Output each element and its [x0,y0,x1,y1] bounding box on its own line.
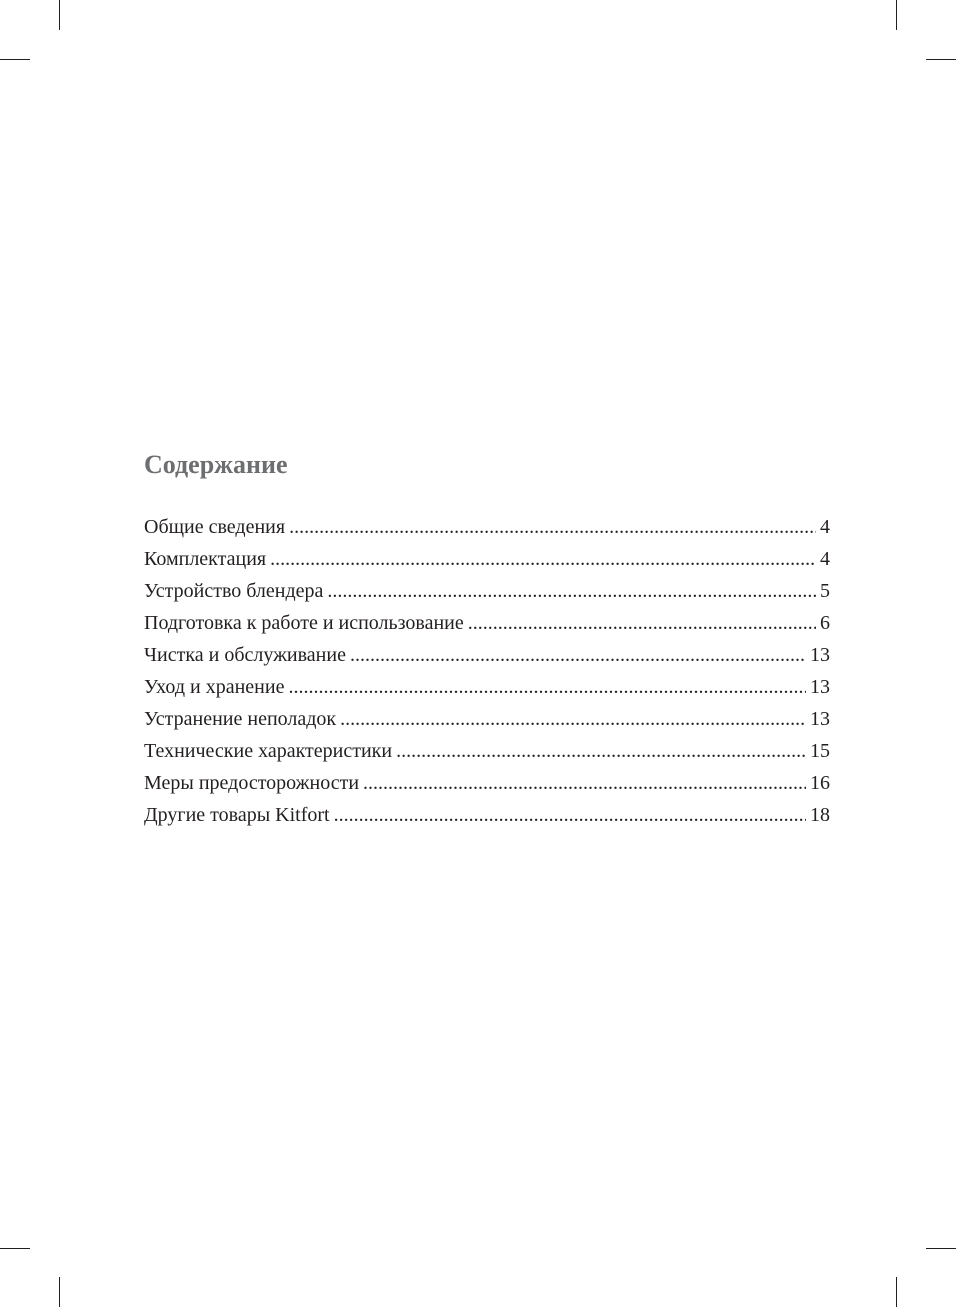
toc-leader-dots [334,799,806,831]
toc-entry-page: 13 [810,644,830,666]
toc-entry-page: 13 [810,708,830,730]
toc-entry[interactable] [144,639,830,671]
crop-mark-top-left-horizontal [0,59,30,60]
toc-entry-label: Устройство блендера [144,580,324,602]
toc-entry-page: 4 [820,516,830,538]
toc-entry[interactable] [144,735,830,767]
toc-entry-label: Общие сведения [144,516,286,538]
toc-leader-dots [288,671,806,703]
toc-leader-dots [327,575,816,607]
toc-leader-dots [289,511,816,543]
toc-entry-page: 18 [810,804,830,826]
toc-entry-label: Комплектация [144,548,267,570]
toc-leader-dots [468,607,816,639]
toc-entry-page: 13 [810,676,830,698]
crop-mark-bottom-left-horizontal [0,1248,30,1249]
toc-entry-page: 5 [820,580,830,602]
toc-entry-label: Технические характеристики [144,740,393,762]
toc-entry[interactable] [144,543,830,575]
crop-mark-bottom-left-vertical [59,1277,60,1307]
toc-entry-label: Подготовка к работе и использование [144,612,464,634]
toc-leader-dots [270,543,816,575]
toc-leader-dots [396,735,806,767]
toc-entry[interactable] [144,671,830,703]
toc-leader-dots [340,703,806,735]
crop-mark-bottom-right-horizontal [926,1248,956,1249]
toc-entry[interactable] [144,799,830,831]
crop-mark-top-right-vertical [896,0,897,30]
toc-entry-label: Чистка и обслуживание [144,644,346,666]
toc-entry[interactable] [144,703,830,735]
toc-entry-page: 6 [820,612,830,634]
toc-entry-label: Уход и хранение [144,676,285,698]
toc-entry-page: 4 [820,548,830,570]
crop-mark-top-left-vertical [59,0,60,30]
toc-entry[interactable] [144,767,830,799]
toc-entry[interactable] [144,511,830,543]
toc-entry-page: 15 [810,740,830,762]
crop-mark-top-right-horizontal [926,59,956,60]
toc-entry-page: 16 [810,772,830,794]
crop-mark-bottom-right-vertical [896,1277,897,1307]
toc-entry[interactable] [144,607,830,639]
toc-entry-label: Устранение неполадок [144,708,337,730]
toc-leader-dots [363,767,806,799]
toc-entry[interactable] [144,575,830,607]
toc-title: Содержание [144,450,288,479]
toc-leader-dots [350,639,806,671]
toc-entry-label: Меры предосторожности [144,772,360,794]
toc-entry-label: Другие товары Kitfort [144,804,330,826]
toc-list [144,511,830,831]
